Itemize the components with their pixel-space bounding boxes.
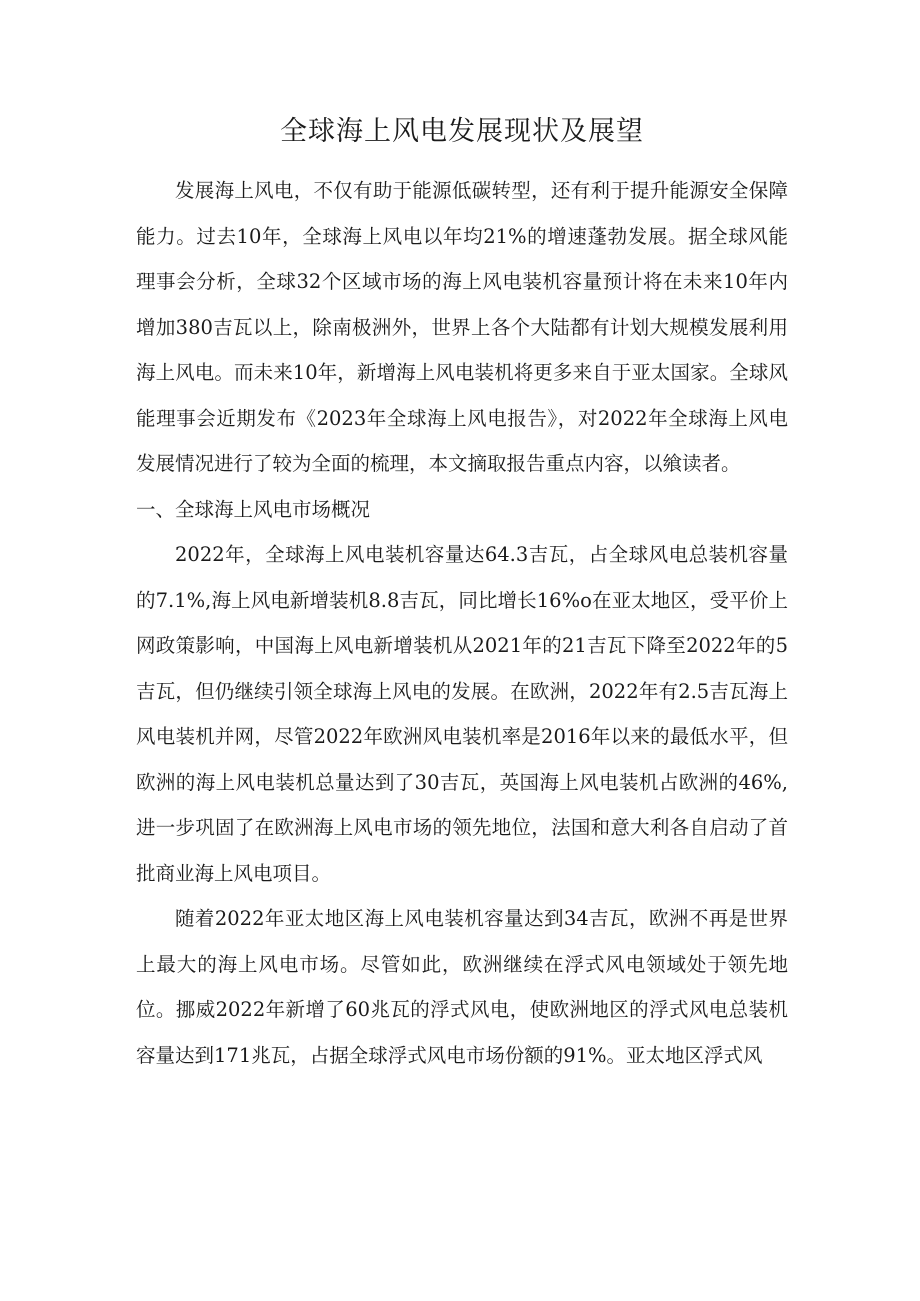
section-heading: 一、全球海上风电市场概况 xyxy=(136,497,371,521)
intro-paragraph: 发展海上风电，不仅有助于能源低碳转型，还有利于提升能源安全保障能力。过去10年，全球海上风电以年均21%的增速蓬勃发展。据全球风能理事会分析，全球32个区域市场的海上风电装机容量预计将在未来10年内增加380吉瓦以上，除南极洲外，世界上各个大陆都有计划大规模发展利用海上风电。而未来10年，新增海上风电装机将更多来自于亚太国家。全球风能理事会近期发布《2023年全球海上风电报告》，对2022年全球海上风电发展情况进行了较为全面的梳理，本文摘取报告重点内容，以飨读者。 xyxy=(136,179,788,475)
section-paragraph-2: 随着2022年亚太地区海上风电装机容量达到34吉瓦，欧洲不再是世界上最大的海上风电市场。尽管如此，欧洲继续在浮式风电领域处于领先地位。挪威2022年新增了60兆瓦的浮式风电，使欧洲地区的浮式风电总装机容量达到171兆瓦，占据全球浮式风电市场份额的91%。亚太地区浮式风 xyxy=(136,907,788,1067)
document-title: 全球海上风电发展现状及展望 xyxy=(280,116,644,147)
section-paragraph-1: 2022年，全球海上风电装机容量达64.3吉瓦，占全球风电总装机容量的7.1%,海上风电新增装机8.8吉瓦，同比增长16%o在亚太地区，受平价上网政策影响，中国海上风电新增装机从2021年的21吉瓦下降至2022年的5吉瓦，但仍继续引领全球海上风电的发展。在欧洲，2022年有2.5吉瓦海上风电装机并网，尽管2022年欧洲风电装机率是2016年以来的最低水平，但欧洲的海上风电装机总量达到了30吉瓦，英国海上风电装机占欧洲的46%,进一步巩固了在欧洲海上风电市场的领先地位，法国和意大利各自启动了首批商业海上风电项目。 xyxy=(136,543,788,885)
